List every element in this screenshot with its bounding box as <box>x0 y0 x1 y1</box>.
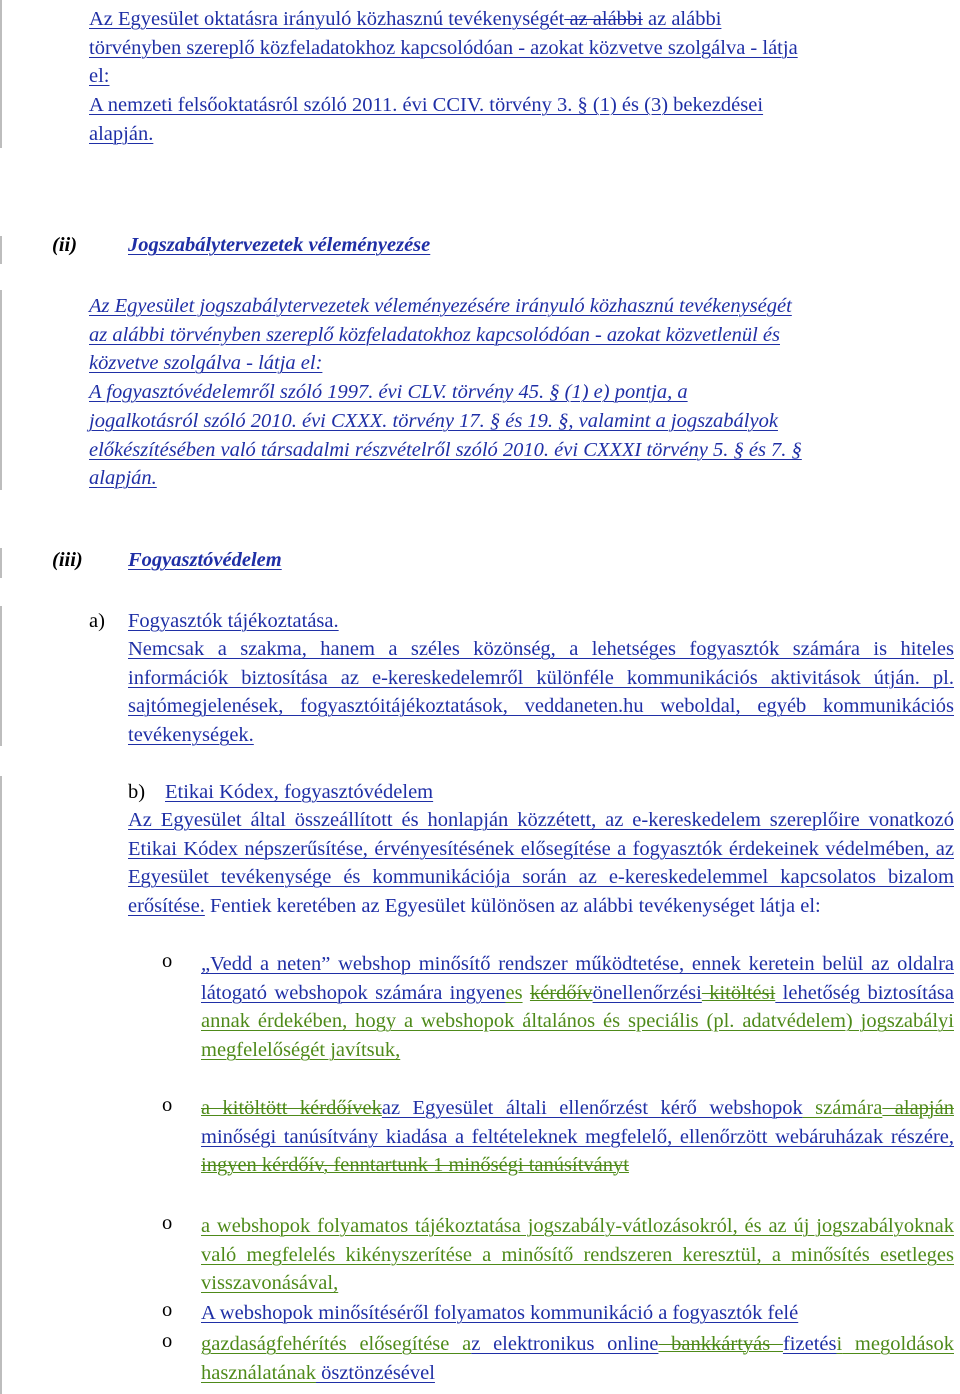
text-run: számára <box>802 1097 883 1119</box>
item-title: Etikai Kódex, fogyasztóvédelem <box>165 781 434 803</box>
text-line: törvényben szereplő közfeladatokhoz kapcsolódóan - azokat közvetve szolgálva - látja <box>89 36 798 59</box>
deleted-text: az alábbi <box>564 8 643 30</box>
text-run: Az Egyesület oktatásra irányuló közhasznú tevékenységét <box>89 8 565 30</box>
bullet-marker: o <box>162 950 173 972</box>
change-bar <box>0 0 2 148</box>
bullet-marker: o <box>162 1094 173 1116</box>
change-bar <box>0 548 2 578</box>
text-line: alapján. <box>89 467 157 490</box>
change-bar <box>0 290 2 490</box>
text-run: z elektronikus online <box>471 1333 659 1355</box>
text-run: annak érdekében, hogy a webshopok általános és speciális (pl. adatvédelem) jogszabályi megfelelőségét javítsuk, <box>201 1010 954 1062</box>
deleted-text: kitöltési <box>701 981 776 1004</box>
deleted-text: a kitöltött kérdőívek <box>201 1097 382 1119</box>
text-run: az alábbi <box>642 8 722 30</box>
bullet-marker: o <box>162 1212 173 1234</box>
deleted-text: kérdőív <box>529 981 593 1004</box>
change-bar <box>0 776 2 1394</box>
text-run: „Vedd a neten” webshop minősítő rendszer működtetése, ennek keretein belül az oldalra látogató webshopok számára ingyen <box>201 953 954 1004</box>
text-line: Az Egyesület jogszabálytervezetek véleményezésére irányuló közhasznú tevékenységét <box>89 295 792 317</box>
section-title: Fogyasztóvédelem <box>128 549 282 571</box>
bullet-item <box>201 1330 954 1387</box>
text-line: A nemzeti felsőoktatásról szóló 2011. évi CCIV. törvény 3. § (1) és (3) bekezdései <box>89 94 764 117</box>
text-run: lehetőség biztosítása <box>775 981 954 1004</box>
education-paragraph <box>89 5 955 149</box>
section-title: Jogszabálytervezetek véleményezése <box>128 234 431 256</box>
bullet-item: A webshopok minősítéséről folyamatos kommunikáció a fogyasztók felé <box>201 1302 799 1324</box>
deleted-text: ingyen kérdőív, fenntartunk 1 minőségi tanúsítványt <box>201 1154 629 1177</box>
item-label: a) <box>89 610 105 632</box>
bullet-marker: o <box>162 1299 173 1321</box>
text-line: közvetve szolgálva - látja el: <box>89 352 323 375</box>
text-run: i <box>836 1333 843 1355</box>
bullet-item <box>201 1094 954 1180</box>
change-bar <box>0 236 2 264</box>
bullet-item: a webshopok folyamatos tájékoztatása jogszabály-vátlozásokról, és az új jogszabályoknak való megfelelés kikényszerítése a minősítő rendszeren keresztül, a minősítés esetleges visszavonásával, <box>201 1215 954 1295</box>
text-run: es <box>505 981 523 1004</box>
text-run: az Egyesület általi ellenőrzést kérő webshopok <box>381 1097 803 1119</box>
text-run: fizetés <box>782 1333 837 1355</box>
item-label: b) <box>128 781 146 803</box>
text-line: előkészítésében való társadalmi részvételről szóló 2010. évi CXXXI törvény 5. § és 7. § <box>89 438 802 461</box>
bullet-item <box>201 950 954 1065</box>
consumer-info-paragraph: Nemcsak a szakma, hanem a széles közönség, a lehetséges fogyasztók számára is hiteles információk biztosítása az e-kereskedelemről különféle kommunikációs aktivitások útján. pl. sajtómegjelenések, fogyasztóitájékoztatások, veddaneten.hu weboldal, egyéb kommunikációs tevékenységek. <box>128 638 954 747</box>
text-run: Az Egyesület által összeállított és honlapján közzétett, az e-kereskedelem szereplőire <box>128 809 860 831</box>
section-number: (ii) <box>52 234 78 256</box>
bullet-marker: o <box>162 1330 173 1352</box>
text-run: minőségi tanúsítvány kiadása a feltételeknek megfelelő, ellenőrzött webáruházak részére, <box>201 1125 954 1148</box>
legislation-paragraph <box>89 292 955 493</box>
text-run: gazdaságfehérítés elősegítése a <box>201 1333 472 1355</box>
text-run: vonatkozó Etikai Kódex népszerűsítése, érvényesítésének elősegítése a fogyasztók érdekeinek védelmében, az Egyesület tevékenysége és kommunikációja során az e-kereskedelemmel kapcsolatos bizalom erősítése. <box>128 809 954 918</box>
text-line: az alábbi törvényben szereplő közfeladatokhoz kapcsolódóan - azokat közvetlenül és <box>89 323 780 346</box>
section-number: (iii) <box>52 549 83 571</box>
text-line: jogalkotásról szóló 2010. évi CXXX. törvény 17. § és 19. §, valamint a jogszabályok <box>89 409 778 432</box>
text-run: Fentiek keretében az Egyesület különösen az alábbi tevékenységet látja el: <box>204 895 821 918</box>
text-run: önellenőrzési <box>592 981 702 1004</box>
text-line: el: <box>89 65 110 88</box>
change-bar <box>0 606 2 746</box>
text-run: ösztönzésével <box>315 1361 435 1384</box>
text-line: alapján. <box>89 122 154 145</box>
item-title: Fogyasztók tájékoztatása. <box>128 610 339 632</box>
text-run: megoldások használatának <box>201 1333 954 1384</box>
deleted-text: alapján <box>882 1097 954 1119</box>
deleted-text: bankkártyás <box>658 1333 783 1355</box>
text-line: A fogyasztóvédelemről szóló 1997. évi CLV. törvény 45. § (1) e) pontja, a <box>89 381 688 404</box>
ethics-code-paragraph <box>128 806 954 921</box>
